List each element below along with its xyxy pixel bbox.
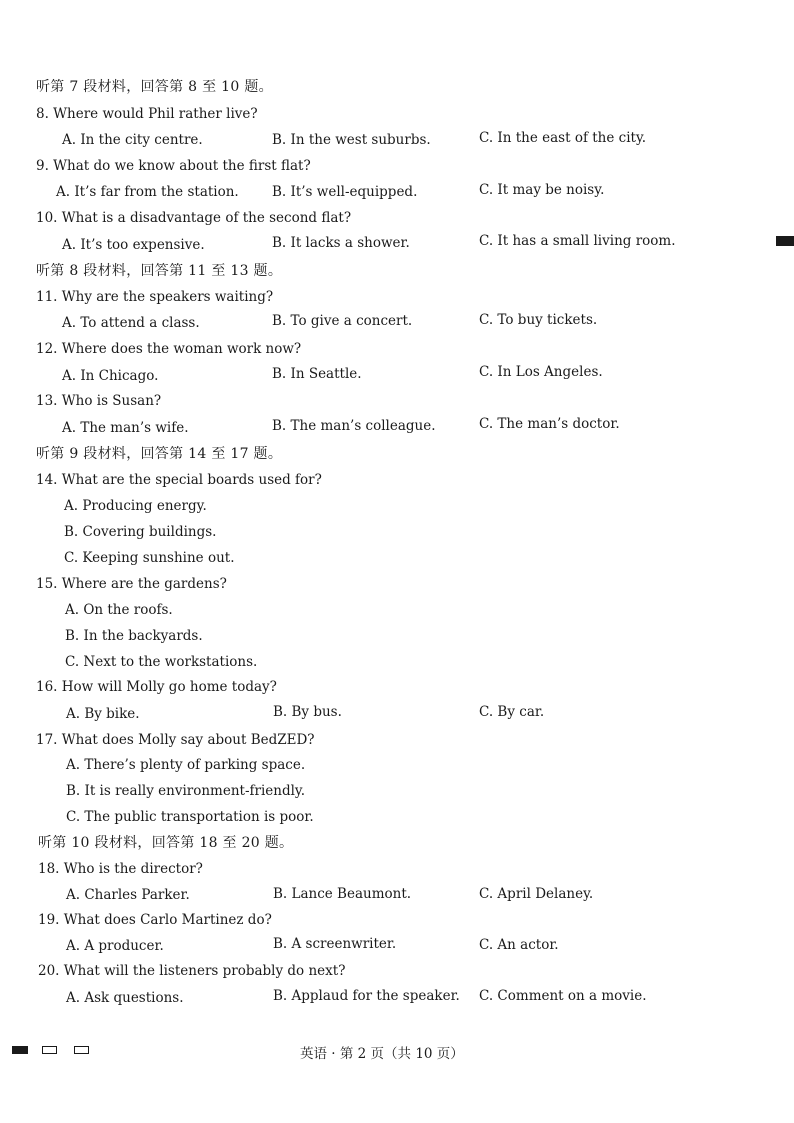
question-8-option-b: B. In the west suburbs.	[272, 132, 431, 148]
question-10-option-a: A. It’s too expensive.	[62, 237, 205, 253]
question-13-option-b: B. The man’s colleague.	[272, 418, 436, 434]
question-8-stem: 8. Where would Phil rather live?	[36, 106, 258, 122]
question-11-option-c: C. To buy tickets.	[479, 312, 598, 328]
section-header-10: 听第 10 段材料，回答第 18 至 20 题。	[38, 835, 294, 851]
question-18-option-b: B. Lance Beaumont.	[273, 886, 412, 902]
section-header-9: 听第 9 段材料，回答第 14 至 17 题。	[36, 446, 283, 462]
section-header-7: 听第 7 段材料，回答第 8 至 10 题。	[36, 79, 273, 95]
question-8-option-c: C. In the east of the city.	[479, 130, 647, 146]
question-12-stem: 12. Where does the woman work now?	[36, 341, 302, 357]
question-11-stem: 11. Why are the speakers waiting?	[36, 289, 274, 305]
section-header-8: 听第 8 段材料，回答第 11 至 13 题。	[36, 263, 283, 279]
question-14-stem: 14. What are the special boards used for?	[36, 472, 322, 488]
footer-mark-hollow-2	[74, 1046, 89, 1054]
question-18-option-a: A. Charles Parker.	[66, 887, 190, 903]
question-19-option-c: C. An actor.	[479, 937, 559, 953]
question-13-option-c: C. The man’s doctor.	[479, 416, 620, 432]
question-9-stem: 9. What do we know about the first flat?	[36, 158, 311, 174]
question-12-option-b: B. In Seattle.	[272, 366, 362, 382]
question-20-option-b: B. Applaud for the speaker.	[273, 988, 460, 1004]
footer-mark-hollow-1	[42, 1046, 57, 1054]
question-15-option-c: C. Next to the workstations.	[65, 654, 258, 670]
question-16-option-b: B. By bus.	[273, 704, 342, 720]
question-20-stem: 20. What will the listeners probably do next?	[38, 963, 346, 979]
question-10-option-c: C. It has a small living room.	[479, 233, 676, 249]
question-10-stem: 10. What is a disadvantage of the second flat?	[36, 210, 352, 226]
question-12-option-c: C. In Los Angeles.	[479, 364, 603, 380]
question-14-option-a: A. Producing energy.	[64, 498, 207, 514]
question-15-option-a: A. On the roofs.	[65, 602, 173, 618]
question-14-option-b: B. Covering buildings.	[64, 524, 217, 540]
question-20-option-a: A. Ask questions.	[66, 990, 184, 1006]
question-13-option-a: A. The man’s wife.	[62, 420, 189, 436]
question-10-option-b: B. It lacks a shower.	[272, 235, 410, 251]
question-19-option-b: B. A screenwriter.	[273, 936, 397, 952]
question-8-option-a: A. In the city centre.	[62, 132, 203, 148]
question-9-option-c: C. It may be noisy.	[479, 182, 605, 198]
question-16-option-a: A. By bike.	[66, 706, 140, 722]
registration-mark	[776, 236, 794, 246]
question-15-stem: 15. Where are the gardens?	[36, 576, 227, 592]
question-13-stem: 13. Who is Susan?	[36, 393, 162, 409]
page-footer: 英语 · 第 2 页（共 10 页）	[300, 1046, 464, 1062]
question-17-option-a: A. There’s plenty of parking space.	[66, 757, 306, 773]
question-19-option-a: A. A producer.	[66, 938, 164, 954]
footer-mark-filled	[12, 1046, 28, 1054]
question-18-option-c: C. April Delaney.	[479, 886, 594, 902]
question-17-option-b: B. It is really environment-friendly.	[66, 783, 306, 799]
question-16-stem: 16. How will Molly go home today?	[36, 679, 277, 695]
question-11-option-a: A. To attend a class.	[62, 315, 200, 331]
question-17-stem: 17. What does Molly say about BedZED?	[36, 732, 315, 748]
question-16-option-c: C. By car.	[479, 704, 545, 720]
question-9-option-b: B. It’s well-equipped.	[272, 184, 418, 200]
question-17-option-c: C. The public transportation is poor.	[66, 809, 314, 825]
question-14-option-c: C. Keeping sunshine out.	[64, 550, 235, 566]
question-19-stem: 19. What does Carlo Martinez do?	[38, 912, 272, 928]
question-9-option-a: A. It’s far from the station.	[56, 184, 239, 200]
question-12-option-a: A. In Chicago.	[62, 368, 159, 384]
question-11-option-b: B. To give a concert.	[272, 313, 413, 329]
question-20-option-c: C. Comment on a movie.	[479, 988, 647, 1004]
question-18-stem: 18. Who is the director?	[38, 861, 203, 877]
question-15-option-b: B. In the backyards.	[65, 628, 203, 644]
